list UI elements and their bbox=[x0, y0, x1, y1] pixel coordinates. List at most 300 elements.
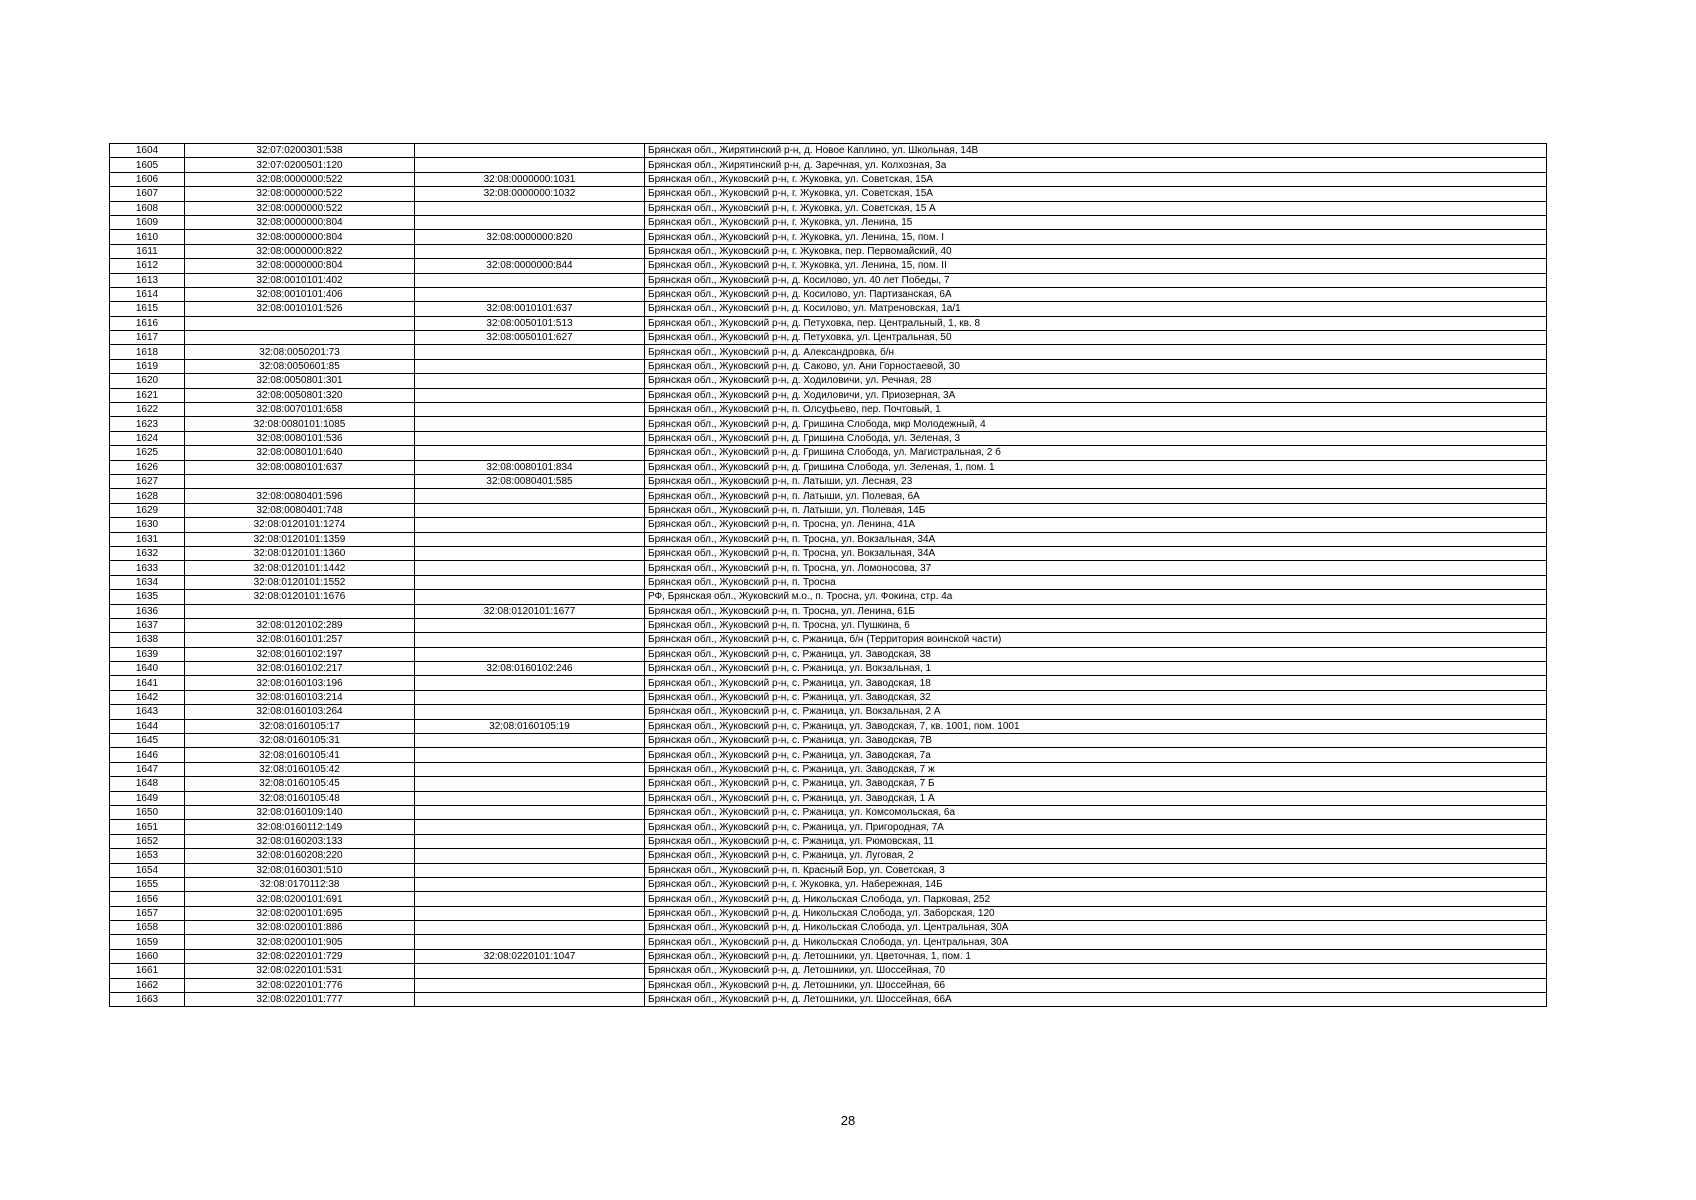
address-cell: Брянская обл., Жуковский р-н, д. Гришина Слобода, ул. Зеленая, 1, пом. 1 bbox=[645, 460, 1547, 474]
cadastral-number-cell: 32:08:0070101:658 bbox=[185, 403, 415, 417]
row-number-cell: 1614 bbox=[110, 287, 185, 301]
row-number-cell: 1604 bbox=[110, 144, 185, 158]
cadastral-number-cell: 32:08:0220101:777 bbox=[185, 993, 415, 1007]
cadastral-number-cell: 32:08:0120101:1552 bbox=[185, 575, 415, 589]
cadastral-number-cell: 32:08:0160208:220 bbox=[185, 849, 415, 863]
linked-cadastral-number-cell bbox=[415, 805, 645, 819]
cadastral-number-cell: 32:08:0200101:691 bbox=[185, 892, 415, 906]
linked-cadastral-number-cell bbox=[415, 446, 645, 460]
cadastral-number-cell: 32:08:0050601:85 bbox=[185, 359, 415, 373]
linked-cadastral-number-cell bbox=[415, 158, 645, 172]
address-cell: Брянская обл., Жуковский р-н, г. Жуковка, ул. Ленина, 15 bbox=[645, 215, 1547, 229]
row-number-cell: 1630 bbox=[110, 518, 185, 532]
cadastral-number-cell bbox=[185, 474, 415, 488]
table-row bbox=[110, 244, 1547, 258]
cadastral-number-cell: 32:08:0160103:264 bbox=[185, 705, 415, 719]
linked-cadastral-number-cell: 32:08:0160102:246 bbox=[415, 662, 645, 676]
linked-cadastral-number-cell: 32:08:0050101:513 bbox=[415, 316, 645, 330]
row-number-cell: 1633 bbox=[110, 561, 185, 575]
address-cell: Брянская обл., Жуковский р-н, д. Никольская Слобода, ул. Парковая, 252 bbox=[645, 892, 1547, 906]
table-row bbox=[110, 921, 1547, 935]
linked-cadastral-number-cell bbox=[415, 359, 645, 373]
address-cell: Брянская обл., Жуковский р-н, д. Петуховка, ул. Центральная, 50 bbox=[645, 331, 1547, 345]
row-number-cell: 1634 bbox=[110, 575, 185, 589]
address-cell: Брянская обл., Жуковский р-н, п. Тросна, ул. Пушкина, 6 bbox=[645, 618, 1547, 632]
cadastral-number-cell: 32:08:0000000:522 bbox=[185, 172, 415, 186]
row-number-cell: 1629 bbox=[110, 503, 185, 517]
cadastral-number-cell: 32:08:0010101:402 bbox=[185, 273, 415, 287]
linked-cadastral-number-cell bbox=[415, 820, 645, 834]
row-number-cell: 1617 bbox=[110, 331, 185, 345]
table-row bbox=[110, 993, 1547, 1007]
linked-cadastral-number-cell bbox=[415, 906, 645, 920]
table-row bbox=[110, 849, 1547, 863]
table-row bbox=[110, 302, 1547, 316]
address-cell: Брянская обл., Жуковский р-н, п. Латыши, ул. Полевая, 14Б bbox=[645, 503, 1547, 517]
address-cell: Брянская обл., Жуковский р-н, д. Ходиловичи, ул. Речная, 28 bbox=[645, 374, 1547, 388]
linked-cadastral-number-cell: 32:08:0000000:1031 bbox=[415, 172, 645, 186]
address-cell: Брянская обл., Жуковский р-н, д. Летошники, ул. Цветочная, 1, пом. 1 bbox=[645, 949, 1547, 963]
table-row bbox=[110, 676, 1547, 690]
linked-cadastral-number-cell: 32:08:0120101:1677 bbox=[415, 604, 645, 618]
row-number-cell: 1620 bbox=[110, 374, 185, 388]
row-number-cell: 1650 bbox=[110, 805, 185, 819]
row-number-cell: 1645 bbox=[110, 734, 185, 748]
row-number-cell: 1632 bbox=[110, 546, 185, 560]
linked-cadastral-number-cell bbox=[415, 849, 645, 863]
row-number-cell: 1638 bbox=[110, 633, 185, 647]
address-cell: Брянская обл., Жуковский р-н, д. Никольская Слобода, ул. Центральная, 30А bbox=[645, 935, 1547, 949]
table-row bbox=[110, 978, 1547, 992]
row-number-cell: 1625 bbox=[110, 446, 185, 460]
cadastral-number-cell: 32:08:0160103:196 bbox=[185, 676, 415, 690]
cadastral-number-cell: 32:08:0080101:640 bbox=[185, 446, 415, 460]
linked-cadastral-number-cell bbox=[415, 431, 645, 445]
cadastral-number-cell: 32:08:0200101:886 bbox=[185, 921, 415, 935]
address-cell: Брянская обл., Жуковский р-н, с. Ржаница, ул. Заводская, 7, кв. 1001, пом. 1001 bbox=[645, 719, 1547, 733]
address-cell: Брянская обл., Жуковский р-н, п. Тросна, ул. Ломоносова, 37 bbox=[645, 561, 1547, 575]
table-row bbox=[110, 215, 1547, 229]
table-row bbox=[110, 431, 1547, 445]
row-number-cell: 1623 bbox=[110, 417, 185, 431]
row-number-cell: 1655 bbox=[110, 877, 185, 891]
linked-cadastral-number-cell bbox=[415, 618, 645, 632]
address-cell: Брянская обл., Жуковский р-н, с. Ржаница, ул. Рюмовская, 11 bbox=[645, 834, 1547, 848]
row-number-cell: 1661 bbox=[110, 964, 185, 978]
cadastral-number-cell: 32:08:0220101:776 bbox=[185, 978, 415, 992]
table-row bbox=[110, 331, 1547, 345]
row-number-cell: 1663 bbox=[110, 993, 185, 1007]
row-number-cell: 1616 bbox=[110, 316, 185, 330]
cadastral-number-cell: 32:08:0160105:31 bbox=[185, 734, 415, 748]
linked-cadastral-number-cell bbox=[415, 676, 645, 690]
linked-cadastral-number-cell bbox=[415, 561, 645, 575]
address-cell: Брянская обл., Жуковский р-н, с. Ржаница, ул. Вокзальная, 1 bbox=[645, 662, 1547, 676]
row-number-cell: 1609 bbox=[110, 215, 185, 229]
cadastral-number-cell: 32:08:0160203:133 bbox=[185, 834, 415, 848]
address-cell: Брянская обл., Жуковский р-н, п. Латыши, ул. Лесная, 23 bbox=[645, 474, 1547, 488]
linked-cadastral-number-cell: 32:08:0010101:637 bbox=[415, 302, 645, 316]
address-cell: Брянская обл., Жуковский р-н, г. Жуковка, ул. Советская, 15А bbox=[645, 172, 1547, 186]
linked-cadastral-number-cell bbox=[415, 633, 645, 647]
linked-cadastral-number-cell: 32:08:0080401:585 bbox=[415, 474, 645, 488]
table-row bbox=[110, 690, 1547, 704]
cadastral-number-cell: 32:08:0160103:214 bbox=[185, 690, 415, 704]
cadastral-number-cell: 32:08:0170112:38 bbox=[185, 877, 415, 891]
row-number-cell: 1611 bbox=[110, 244, 185, 258]
address-cell: Брянская обл., Жуковский р-н, г. Жуковка, ул. Ленина, 15, пом. I bbox=[645, 230, 1547, 244]
table-row bbox=[110, 460, 1547, 474]
address-cell: Брянская обл., Жуковский р-н, д. Гришина Слобода, ул. Магистральная, 2 б bbox=[645, 446, 1547, 460]
table-row bbox=[110, 906, 1547, 920]
linked-cadastral-number-cell: 32:08:0160105:19 bbox=[415, 719, 645, 733]
cadastral-number-cell bbox=[185, 316, 415, 330]
table-row bbox=[110, 762, 1547, 776]
linked-cadastral-number-cell bbox=[415, 935, 645, 949]
table-row bbox=[110, 820, 1547, 834]
cadastral-number-cell: 32:08:0160112:149 bbox=[185, 820, 415, 834]
row-number-cell: 1656 bbox=[110, 892, 185, 906]
cadastral-number-cell: 32:08:0120102:289 bbox=[185, 618, 415, 632]
cadastral-number-cell: 32:08:0000000:522 bbox=[185, 201, 415, 215]
table-row bbox=[110, 374, 1547, 388]
cadastral-number-cell: 32:08:0120101:1360 bbox=[185, 546, 415, 560]
table-row bbox=[110, 561, 1547, 575]
cadastral-number-cell: 32:08:0050201:73 bbox=[185, 345, 415, 359]
linked-cadastral-number-cell bbox=[415, 647, 645, 661]
address-cell: Брянская обл., Жуковский р-н, д. Косилово, ул. 40 лет Победы, 7 bbox=[645, 273, 1547, 287]
address-cell: Брянская обл., Жуковский р-н, д. Никольская Слобода, ул. Центральная, 30А bbox=[645, 921, 1547, 935]
table-row bbox=[110, 863, 1547, 877]
address-cell: Брянская обл., Жуковский р-н, д. Гришина Слобода, мкр Молодежный, 4 bbox=[645, 417, 1547, 431]
row-number-cell: 1626 bbox=[110, 460, 185, 474]
cadastral-number-cell: 32:08:0000000:804 bbox=[185, 230, 415, 244]
address-cell: Брянская обл., Жуковский р-н, с. Ржаница, ул. Пригородная, 7А bbox=[645, 820, 1547, 834]
table-row bbox=[110, 590, 1547, 604]
linked-cadastral-number-cell bbox=[415, 777, 645, 791]
address-cell: Брянская обл., Жуковский р-н, с. Ржаница, ул. Заводская, 7а bbox=[645, 748, 1547, 762]
table-row bbox=[110, 187, 1547, 201]
table-row bbox=[110, 201, 1547, 215]
cadastral-number-cell bbox=[185, 331, 415, 345]
row-number-cell: 1643 bbox=[110, 705, 185, 719]
table-row bbox=[110, 172, 1547, 186]
row-number-cell: 1637 bbox=[110, 618, 185, 632]
address-cell: Брянская обл., Жуковский р-н, д. Летошники, ул. Шоссейная, 66А bbox=[645, 993, 1547, 1007]
table-row bbox=[110, 489, 1547, 503]
linked-cadastral-number-cell bbox=[415, 748, 645, 762]
address-cell: Брянская обл., Жуковский р-н, д. Александровка, б/н bbox=[645, 345, 1547, 359]
cadastral-number-cell: 32:07:0200301:538 bbox=[185, 144, 415, 158]
table-row bbox=[110, 474, 1547, 488]
page-number: 28 bbox=[840, 1113, 856, 1128]
address-cell: Брянская обл., Жуковский р-н, д. Саково, ул. Ани Горностаевой, 30 bbox=[645, 359, 1547, 373]
linked-cadastral-number-cell: 32:08:0220101:1047 bbox=[415, 949, 645, 963]
cadastral-number-cell: 32:08:0000000:804 bbox=[185, 259, 415, 273]
cadastral-number-cell: 32:08:0220101:729 bbox=[185, 949, 415, 963]
address-cell: Брянская обл., Жуковский р-н, д. Гришина Слобода, ул. Зеленая, 3 bbox=[645, 431, 1547, 445]
row-number-cell: 1644 bbox=[110, 719, 185, 733]
linked-cadastral-number-cell bbox=[415, 734, 645, 748]
address-cell: Брянская обл., Жуковский р-н, п. Тросна, ул. Ленина, 41А bbox=[645, 518, 1547, 532]
linked-cadastral-number-cell bbox=[415, 532, 645, 546]
table-row bbox=[110, 316, 1547, 330]
row-number-cell: 1622 bbox=[110, 403, 185, 417]
row-number-cell: 1628 bbox=[110, 489, 185, 503]
linked-cadastral-number-cell bbox=[415, 215, 645, 229]
table-row bbox=[110, 949, 1547, 963]
linked-cadastral-number-cell: 32:08:0000000:820 bbox=[415, 230, 645, 244]
row-number-cell: 1654 bbox=[110, 863, 185, 877]
table-row bbox=[110, 417, 1547, 431]
address-cell: Брянская обл., Жуковский р-н, г. Жуковка, ул. Советская, 15 А bbox=[645, 201, 1547, 215]
linked-cadastral-number-cell bbox=[415, 287, 645, 301]
linked-cadastral-number-cell bbox=[415, 921, 645, 935]
linked-cadastral-number-cell bbox=[415, 863, 645, 877]
row-number-cell: 1659 bbox=[110, 935, 185, 949]
address-cell: Брянская обл., Жуковский р-н, с. Ржаница, ул. Заводская, 7 Б bbox=[645, 777, 1547, 791]
row-number-cell: 1641 bbox=[110, 676, 185, 690]
row-number-cell: 1651 bbox=[110, 820, 185, 834]
table-row bbox=[110, 230, 1547, 244]
linked-cadastral-number-cell bbox=[415, 993, 645, 1007]
table-row bbox=[110, 446, 1547, 460]
row-number-cell: 1660 bbox=[110, 949, 185, 963]
cadastral-number-cell: 32:08:0160102:197 bbox=[185, 647, 415, 661]
table-row bbox=[110, 388, 1547, 402]
row-number-cell: 1646 bbox=[110, 748, 185, 762]
linked-cadastral-number-cell bbox=[415, 690, 645, 704]
linked-cadastral-number-cell bbox=[415, 518, 645, 532]
row-number-cell: 1618 bbox=[110, 345, 185, 359]
linked-cadastral-number-cell bbox=[415, 834, 645, 848]
cadastral-number-cell: 32:08:0120101:1359 bbox=[185, 532, 415, 546]
row-number-cell: 1658 bbox=[110, 921, 185, 935]
address-cell: Брянская обл., Жуковский р-н, г. Жуковка, ул. Набережная, 14Б bbox=[645, 877, 1547, 891]
row-number-cell: 1647 bbox=[110, 762, 185, 776]
linked-cadastral-number-cell bbox=[415, 144, 645, 158]
cadastral-number-cell: 32:08:0050801:301 bbox=[185, 374, 415, 388]
row-number-cell: 1652 bbox=[110, 834, 185, 848]
address-cell: Брянская обл., Жуковский р-н, д. Никольская Слобода, ул. Заборская, 120 bbox=[645, 906, 1547, 920]
address-cell: Брянская обл., Жуковский р-н, г. Жуковка, ул. Советская, 15А bbox=[645, 187, 1547, 201]
table-row bbox=[110, 877, 1547, 891]
linked-cadastral-number-cell bbox=[415, 345, 645, 359]
cadastral-number-cell: 32:08:0160105:48 bbox=[185, 791, 415, 805]
address-cell: Брянская обл., Жуковский р-н, с. Ржаница, ул. Вокзальная, 2 А bbox=[645, 705, 1547, 719]
cadastral-number-cell: 32:08:0220101:531 bbox=[185, 964, 415, 978]
row-number-cell: 1649 bbox=[110, 791, 185, 805]
linked-cadastral-number-cell bbox=[415, 877, 645, 891]
cadastral-number-cell: 32:08:0200101:695 bbox=[185, 906, 415, 920]
linked-cadastral-number-cell bbox=[415, 503, 645, 517]
table-row bbox=[110, 892, 1547, 906]
cadastral-number-cell: 32:08:0000000:804 bbox=[185, 215, 415, 229]
address-cell: Брянская обл., Жуковский р-н, с. Ржаница, ул. Заводская, 38 bbox=[645, 647, 1547, 661]
address-cell: Брянская обл., Жирятинский р-н, д. Заречная, ул. Колхозная, 3а bbox=[645, 158, 1547, 172]
table-row bbox=[110, 532, 1547, 546]
row-number-cell: 1606 bbox=[110, 172, 185, 186]
table-row bbox=[110, 633, 1547, 647]
address-cell: Брянская обл., Жуковский р-н, п. Латыши, ул. Полевая, 6А bbox=[645, 489, 1547, 503]
property-registry-table bbox=[109, 143, 1547, 1007]
cadastral-number-cell: 32:08:0000000:822 bbox=[185, 244, 415, 258]
linked-cadastral-number-cell bbox=[415, 403, 645, 417]
row-number-cell: 1635 bbox=[110, 590, 185, 604]
linked-cadastral-number-cell bbox=[415, 201, 645, 215]
row-number-cell: 1621 bbox=[110, 388, 185, 402]
table-row bbox=[110, 604, 1547, 618]
linked-cadastral-number-cell bbox=[415, 489, 645, 503]
table-row bbox=[110, 935, 1547, 949]
cadastral-number-cell: 32:08:0080401:596 bbox=[185, 489, 415, 503]
cadastral-number-cell: 32:08:0080101:536 bbox=[185, 431, 415, 445]
table-row bbox=[110, 359, 1547, 373]
row-number-cell: 1648 bbox=[110, 777, 185, 791]
registry-table-body bbox=[110, 144, 1547, 1007]
linked-cadastral-number-cell bbox=[415, 374, 645, 388]
address-cell: Брянская обл., Жуковский р-н, п. Олсуфьево, пер. Почтовый, 1 bbox=[645, 403, 1547, 417]
linked-cadastral-number-cell: 32:08:0000000:844 bbox=[415, 259, 645, 273]
address-cell: Брянская обл., Жуковский р-н, с. Ржаница, ул. Луговая, 2 bbox=[645, 849, 1547, 863]
cadastral-number-cell: 32:08:0050801:320 bbox=[185, 388, 415, 402]
linked-cadastral-number-cell bbox=[415, 762, 645, 776]
address-cell: Брянская обл., Жуковский р-н, д. Косилово, ул. Матреновская, 1а/1 bbox=[645, 302, 1547, 316]
linked-cadastral-number-cell bbox=[415, 273, 645, 287]
row-number-cell: 1657 bbox=[110, 906, 185, 920]
linked-cadastral-number-cell bbox=[415, 590, 645, 604]
table-row bbox=[110, 287, 1547, 301]
table-row bbox=[110, 662, 1547, 676]
address-cell: Брянская обл., Жуковский р-н, п. Тросна, ул. Вокзальная, 34А bbox=[645, 532, 1547, 546]
linked-cadastral-number-cell: 32:08:0080101:834 bbox=[415, 460, 645, 474]
row-number-cell: 1608 bbox=[110, 201, 185, 215]
cadastral-number-cell: 32:08:0160102:217 bbox=[185, 662, 415, 676]
row-number-cell: 1612 bbox=[110, 259, 185, 273]
table-row bbox=[110, 503, 1547, 517]
table-row bbox=[110, 705, 1547, 719]
table-row bbox=[110, 546, 1547, 560]
address-cell: Брянская обл., Жуковский р-н, д. Ходиловичи, ул. Приозерная, 3А bbox=[645, 388, 1547, 402]
cadastral-number-cell: 32:08:0160109:140 bbox=[185, 805, 415, 819]
table-row bbox=[110, 647, 1547, 661]
cadastral-number-cell: 32:08:0120101:1676 bbox=[185, 590, 415, 604]
address-cell: Брянская обл., Жуковский р-н, с. Ржаница, б/н (Территория воинской части) bbox=[645, 633, 1547, 647]
address-cell: Брянская обл., Жирятинский р-н, д. Новое Каплино, ул. Школьная, 14В bbox=[645, 144, 1547, 158]
row-number-cell: 1624 bbox=[110, 431, 185, 445]
cadastral-number-cell: 32:08:0160101:257 bbox=[185, 633, 415, 647]
address-cell: Брянская обл., Жуковский р-н, с. Ржаница, ул. Комсомольская, 6а bbox=[645, 805, 1547, 819]
cadastral-number-cell: 32:08:0000000:522 bbox=[185, 187, 415, 201]
linked-cadastral-number-cell bbox=[415, 244, 645, 258]
table-row bbox=[110, 575, 1547, 589]
cadastral-number-cell bbox=[185, 604, 415, 618]
row-number-cell: 1607 bbox=[110, 187, 185, 201]
address-cell: РФ, Брянская обл., Жуковский м.о., п. Тросна, ул. Фокина, стр. 4а bbox=[645, 590, 1547, 604]
table-row bbox=[110, 791, 1547, 805]
linked-cadastral-number-cell bbox=[415, 575, 645, 589]
address-cell: Брянская обл., Жуковский р-н, д. Летошники, ул. Шоссейная, 66 bbox=[645, 978, 1547, 992]
linked-cadastral-number-cell bbox=[415, 546, 645, 560]
address-cell: Брянская обл., Жуковский р-н, с. Ржаница, ул. Заводская, 1 А bbox=[645, 791, 1547, 805]
row-number-cell: 1642 bbox=[110, 690, 185, 704]
address-cell: Брянская обл., Жуковский р-н, п. Тросна, ул. Ленина, 61Б bbox=[645, 604, 1547, 618]
address-cell: Брянская обл., Жуковский р-н, с. Ржаница, ул. Заводская, 7В bbox=[645, 734, 1547, 748]
address-cell: Брянская обл., Жуковский р-н, п. Красный Бор, ул. Советская, 3 bbox=[645, 863, 1547, 877]
row-number-cell: 1615 bbox=[110, 302, 185, 316]
row-number-cell: 1640 bbox=[110, 662, 185, 676]
address-cell: Брянская обл., Жуковский р-н, с. Ржаница, ул. Заводская, 7 ж bbox=[645, 762, 1547, 776]
cadastral-number-cell: 32:08:0080101:637 bbox=[185, 460, 415, 474]
row-number-cell: 1619 bbox=[110, 359, 185, 373]
table-row bbox=[110, 518, 1547, 532]
row-number-cell: 1613 bbox=[110, 273, 185, 287]
row-number-cell: 1610 bbox=[110, 230, 185, 244]
table-row bbox=[110, 734, 1547, 748]
table-row bbox=[110, 964, 1547, 978]
linked-cadastral-number-cell bbox=[415, 791, 645, 805]
linked-cadastral-number-cell: 32:08:0050101:627 bbox=[415, 331, 645, 345]
cadastral-number-cell: 32:08:0010101:526 bbox=[185, 302, 415, 316]
address-cell: Брянская обл., Жуковский р-н, д. Косилово, ул. Партизанская, 6А bbox=[645, 287, 1547, 301]
address-cell: Брянская обл., Жуковский р-н, г. Жуковка, ул. Ленина, 15, пом. II bbox=[645, 259, 1547, 273]
cadastral-number-cell: 32:08:0160105:42 bbox=[185, 762, 415, 776]
linked-cadastral-number-cell bbox=[415, 892, 645, 906]
linked-cadastral-number-cell bbox=[415, 705, 645, 719]
cadastral-number-cell: 32:08:0160301:510 bbox=[185, 863, 415, 877]
cadastral-number-cell: 32:08:0010101:406 bbox=[185, 287, 415, 301]
row-number-cell: 1636 bbox=[110, 604, 185, 618]
row-number-cell: 1631 bbox=[110, 532, 185, 546]
address-cell: Брянская обл., Жуковский р-н, д. Петуховка, пер. Центральный, 1, кв. 8 bbox=[645, 316, 1547, 330]
table-row bbox=[110, 618, 1547, 632]
address-cell: Брянская обл., Жуковский р-н, с. Ржаница, ул. Заводская, 32 bbox=[645, 690, 1547, 704]
table-row bbox=[110, 403, 1547, 417]
linked-cadastral-number-cell bbox=[415, 964, 645, 978]
cadastral-number-cell: 32:08:0120101:1274 bbox=[185, 518, 415, 532]
cadastral-number-cell: 32:08:0160105:17 bbox=[185, 719, 415, 733]
table-row bbox=[110, 144, 1547, 158]
cadastral-number-cell: 32:07:0200501:120 bbox=[185, 158, 415, 172]
address-cell: Брянская обл., Жуковский р-н, п. Тросна bbox=[645, 575, 1547, 589]
address-cell: Брянская обл., Жуковский р-н, п. Тросна, ул. Вокзальная, 34А bbox=[645, 546, 1547, 560]
table-row bbox=[110, 834, 1547, 848]
address-cell: Брянская обл., Жуковский р-н, г. Жуковка, пер. Первомайский, 40 bbox=[645, 244, 1547, 258]
cadastral-number-cell: 32:08:0120101:1442 bbox=[185, 561, 415, 575]
address-cell: Брянская обл., Жуковский р-н, с. Ржаница, ул. Заводская, 18 bbox=[645, 676, 1547, 690]
cadastral-number-cell: 32:08:0160105:41 bbox=[185, 748, 415, 762]
address-cell: Брянская обл., Жуковский р-н, д. Летошники, ул. Шоссейная, 70 bbox=[645, 964, 1547, 978]
table-row bbox=[110, 273, 1547, 287]
linked-cadastral-number-cell: 32:08:0000000:1032 bbox=[415, 187, 645, 201]
row-number-cell: 1653 bbox=[110, 849, 185, 863]
linked-cadastral-number-cell bbox=[415, 388, 645, 402]
cadastral-number-cell: 32:08:0080401:748 bbox=[185, 503, 415, 517]
cadastral-number-cell: 32:08:0080101:1085 bbox=[185, 417, 415, 431]
linked-cadastral-number-cell bbox=[415, 978, 645, 992]
row-number-cell: 1627 bbox=[110, 474, 185, 488]
row-number-cell: 1662 bbox=[110, 978, 185, 992]
row-number-cell: 1605 bbox=[110, 158, 185, 172]
table-row bbox=[110, 345, 1547, 359]
cadastral-number-cell: 32:08:0200101:905 bbox=[185, 935, 415, 949]
cadastral-number-cell: 32:08:0160105:45 bbox=[185, 777, 415, 791]
table-row bbox=[110, 748, 1547, 762]
table-row bbox=[110, 158, 1547, 172]
table-row bbox=[110, 259, 1547, 273]
linked-cadastral-number-cell bbox=[415, 417, 645, 431]
table-row bbox=[110, 777, 1547, 791]
